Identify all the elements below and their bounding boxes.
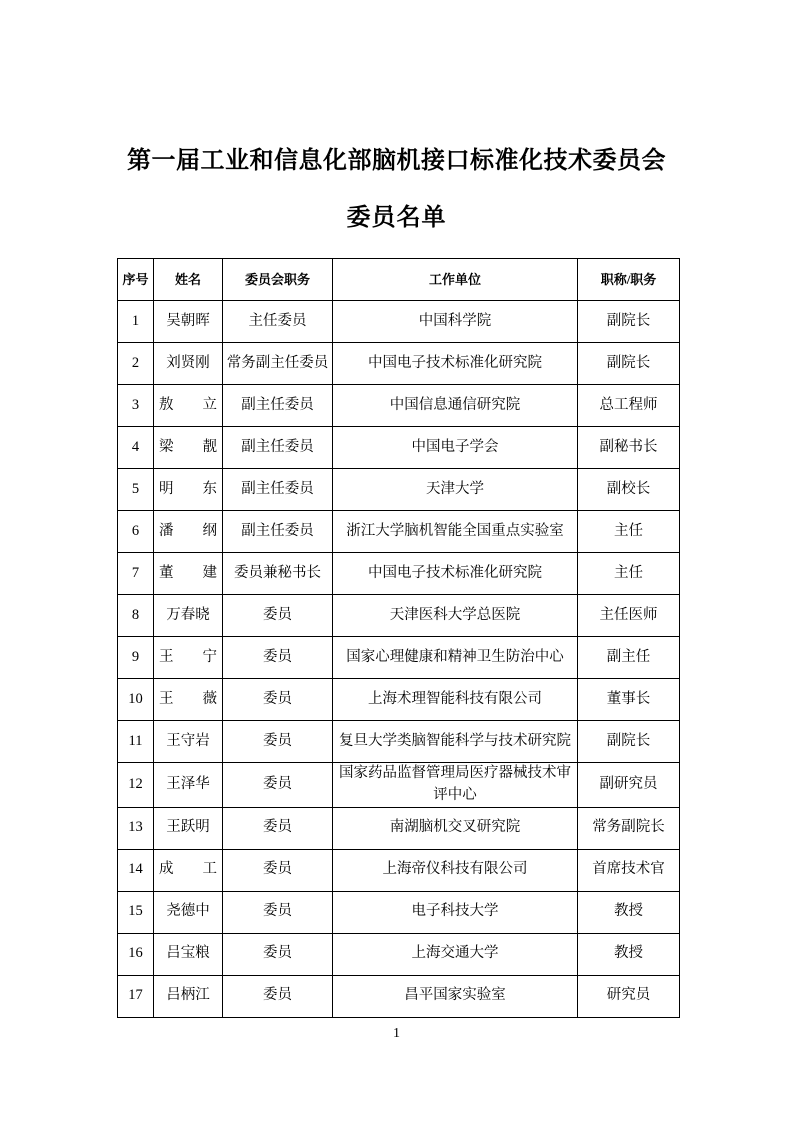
cell-name: 吴朝晖	[154, 301, 223, 343]
header-cell-name: 姓名	[154, 259, 223, 301]
table-row	[118, 469, 680, 511]
cell-title: 主任	[578, 511, 680, 553]
cell-index: 5	[118, 469, 154, 511]
cell-committee-role: 委员	[223, 807, 333, 849]
cell-name: 潘 纲	[154, 511, 223, 553]
table-header	[118, 259, 680, 301]
cell-committee-role: 委员	[223, 637, 333, 679]
header-cell-committee-role: 委员会职务	[223, 259, 333, 301]
cell-work-unit: 上海帝仪科技有限公司	[333, 849, 578, 891]
cell-committee-role: 副主任委员	[223, 427, 333, 469]
cell-work-unit: 昌平国家实验室	[333, 975, 578, 1017]
document-subtitle: 委员名单	[346, 204, 447, 231]
cell-work-unit: 上海交通大学	[333, 933, 578, 975]
cell-work-unit: 电子科技大学	[333, 891, 578, 933]
table-row	[118, 763, 680, 808]
table-row	[118, 427, 680, 469]
cell-committee-role: 委员	[223, 721, 333, 763]
cell-title: 研究员	[578, 975, 680, 1017]
cell-index: 17	[118, 975, 154, 1017]
cell-name: 万春晓	[154, 595, 223, 637]
cell-committee-role: 副主任委员	[223, 469, 333, 511]
cell-index: 4	[118, 427, 154, 469]
cell-index: 8	[118, 595, 154, 637]
table-row	[118, 679, 680, 721]
table-row	[118, 595, 680, 637]
cell-title: 董事长	[578, 679, 680, 721]
cell-work-unit: 浙江大学脑机智能全国重点实验室	[333, 511, 578, 553]
cell-index: 9	[118, 637, 154, 679]
table-row	[118, 975, 680, 1017]
cell-index: 13	[118, 807, 154, 849]
cell-name: 明 东	[154, 469, 223, 511]
cell-title: 总工程师	[578, 385, 680, 427]
cell-committee-role: 副主任委员	[223, 511, 333, 553]
table-row	[118, 891, 680, 933]
cell-work-unit: 国家心理健康和精神卫生防治中心	[333, 637, 578, 679]
cell-title: 副院长	[578, 343, 680, 385]
member-roster-table	[117, 258, 680, 1018]
cell-name: 梁 靓	[154, 427, 223, 469]
cell-name: 王泽华	[154, 763, 223, 808]
cell-index: 7	[118, 553, 154, 595]
table-row	[118, 849, 680, 891]
cell-index: 11	[118, 721, 154, 763]
cell-name: 王跃明	[154, 807, 223, 849]
page-number: 1	[393, 1026, 400, 1041]
header-cell-work-unit: 工作单位	[333, 259, 578, 301]
cell-committee-role: 委员	[223, 891, 333, 933]
cell-index: 3	[118, 385, 154, 427]
cell-committee-role: 主任委员	[223, 301, 333, 343]
cell-work-unit: 国家药品监督管理局医疗器械技术审评中心	[333, 763, 578, 808]
cell-work-unit: 中国电子技术标准化研究院	[333, 343, 578, 385]
table-row	[118, 721, 680, 763]
cell-index: 12	[118, 763, 154, 808]
table-body	[118, 301, 680, 1018]
cell-index: 10	[118, 679, 154, 721]
cell-work-unit: 中国科学院	[333, 301, 578, 343]
table-row	[118, 301, 680, 343]
cell-name: 尧德中	[154, 891, 223, 933]
cell-index: 6	[118, 511, 154, 553]
cell-name: 成 工	[154, 849, 223, 891]
document-title: 第一届工业和信息化部脑机接口标准化技术委员会	[127, 147, 666, 174]
cell-title: 副院长	[578, 301, 680, 343]
cell-name: 刘贤刚	[154, 343, 223, 385]
cell-name: 王 宁	[154, 637, 223, 679]
table-row	[118, 637, 680, 679]
cell-title: 副校长	[578, 469, 680, 511]
header-cell-title: 职称/职务	[578, 259, 680, 301]
cell-committee-role: 委员	[223, 595, 333, 637]
cell-committee-role: 委员	[223, 763, 333, 808]
cell-index: 1	[118, 301, 154, 343]
cell-name: 敖 立	[154, 385, 223, 427]
cell-title: 副主任	[578, 637, 680, 679]
cell-work-unit: 上海术理智能科技有限公司	[333, 679, 578, 721]
table-row	[118, 385, 680, 427]
cell-committee-role: 委员兼秘书长	[223, 553, 333, 595]
table-row	[118, 553, 680, 595]
cell-title: 副研究员	[578, 763, 680, 808]
cell-index: 14	[118, 849, 154, 891]
cell-index: 2	[118, 343, 154, 385]
table-row	[118, 511, 680, 553]
cell-name: 王守岩	[154, 721, 223, 763]
cell-title: 首席技术官	[578, 849, 680, 891]
cell-title: 主任医师	[578, 595, 680, 637]
cell-name: 董 建	[154, 553, 223, 595]
table-row	[118, 343, 680, 385]
table-header-row	[118, 259, 680, 301]
cell-index: 15	[118, 891, 154, 933]
cell-title: 主任	[578, 553, 680, 595]
cell-committee-role: 副主任委员	[223, 385, 333, 427]
cell-committee-role: 委员	[223, 975, 333, 1017]
cell-committee-role: 常务副主任委员	[223, 343, 333, 385]
cell-title: 副秘书长	[578, 427, 680, 469]
cell-committee-role: 委员	[223, 933, 333, 975]
cell-name: 吕柄江	[154, 975, 223, 1017]
cell-title: 常务副院长	[578, 807, 680, 849]
cell-committee-role: 委员	[223, 679, 333, 721]
table-row	[118, 807, 680, 849]
table-row	[118, 933, 680, 975]
cell-work-unit: 复旦大学类脑智能科学与技术研究院	[333, 721, 578, 763]
cell-work-unit: 中国电子技术标准化研究院	[333, 553, 578, 595]
header-cell-index: 序号	[118, 259, 154, 301]
cell-committee-role: 委员	[223, 849, 333, 891]
cell-index: 16	[118, 933, 154, 975]
cell-name: 吕宝粮	[154, 933, 223, 975]
cell-work-unit: 中国信息通信研究院	[333, 385, 578, 427]
cell-work-unit: 中国电子学会	[333, 427, 578, 469]
cell-name: 王 薇	[154, 679, 223, 721]
cell-work-unit: 天津医科大学总医院	[333, 595, 578, 637]
cell-work-unit: 天津大学	[333, 469, 578, 511]
cell-work-unit: 南湖脑机交叉研究院	[333, 807, 578, 849]
cell-title: 教授	[578, 933, 680, 975]
cell-title: 副院长	[578, 721, 680, 763]
cell-title: 教授	[578, 891, 680, 933]
